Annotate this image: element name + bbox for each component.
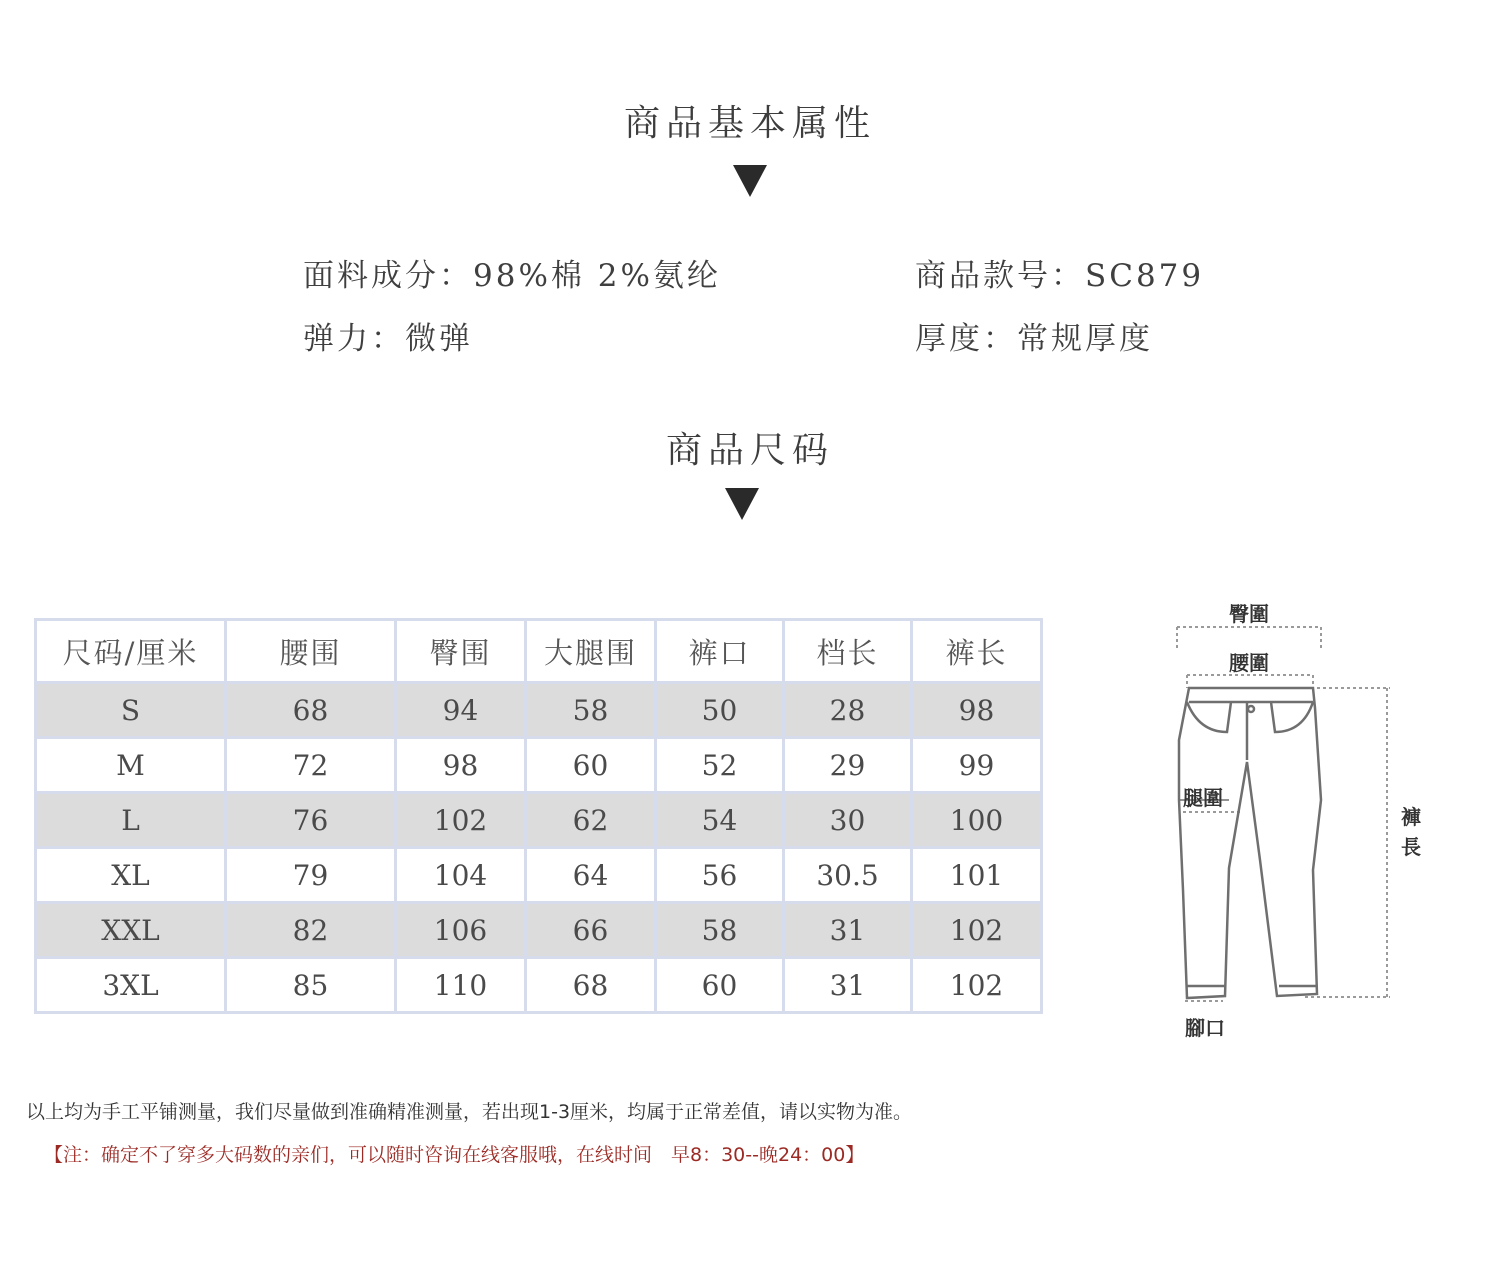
table-cell: 110 <box>396 958 526 1013</box>
length-label: 褲長 <box>1401 805 1421 859</box>
header-waist: 腰围 <box>226 620 396 683</box>
table-cell: 76 <box>226 793 396 848</box>
table-cell: 30.5 <box>784 848 912 903</box>
table-cell: 3XL <box>36 958 226 1013</box>
table-cell: 58 <box>656 903 784 958</box>
table-cell: 94 <box>396 683 526 738</box>
thickness-attribute: 厚度：常规厚度 <box>915 321 1153 357</box>
table-cell: 106 <box>396 903 526 958</box>
header-rise: 档长 <box>784 620 912 683</box>
attributes-title: 商品基本属性 <box>623 103 876 144</box>
table-row <box>36 903 1042 958</box>
header-hip: 臀围 <box>396 620 526 683</box>
table-cell: 79 <box>226 848 396 903</box>
table-cell: 72 <box>226 738 396 793</box>
table-cell: M <box>36 738 226 793</box>
table-header-row <box>36 620 1042 683</box>
size-table <box>34 618 1043 1014</box>
header-thigh: 大腿围 <box>526 620 656 683</box>
table-cell: 62 <box>526 793 656 848</box>
hip-label: 臀圍 <box>1229 602 1269 626</box>
table-cell: 52 <box>656 738 784 793</box>
table-row <box>36 958 1042 1013</box>
table-cell: 31 <box>784 903 912 958</box>
down-arrow-icon <box>725 488 759 520</box>
table-cell: XXL <box>36 903 226 958</box>
table-cell: 82 <box>226 903 396 958</box>
pants-measurement-diagram <box>1165 590 1455 1050</box>
table-cell: 101 <box>912 848 1042 903</box>
header-hem: 裤口 <box>656 620 784 683</box>
thigh-label: 腿圍 <box>1183 786 1223 810</box>
table-cell: 99 <box>912 738 1042 793</box>
table-cell: 60 <box>526 738 656 793</box>
waist-label: 腰圍 <box>1229 651 1269 675</box>
contact-note: 【注：确定不了穿多大码数的亲们，可以随时咨询在线客服哦，在线时间 早8：30--晚24：00】 <box>44 1144 865 1166</box>
table-cell: S <box>36 683 226 738</box>
table-cell: 56 <box>656 848 784 903</box>
table-cell: 31 <box>784 958 912 1013</box>
table-cell: 30 <box>784 793 912 848</box>
table-cell: 98 <box>396 738 526 793</box>
table-cell: L <box>36 793 226 848</box>
table-row <box>36 683 1042 738</box>
table-row <box>36 848 1042 903</box>
table-cell: 102 <box>912 958 1042 1013</box>
table-cell: 68 <box>526 958 656 1013</box>
table-cell: 68 <box>226 683 396 738</box>
table-cell: 54 <box>656 793 784 848</box>
table-row <box>36 793 1042 848</box>
table-cell: 66 <box>526 903 656 958</box>
hem-label: 腳口 <box>1185 1016 1225 1040</box>
measurement-note: 以上均为手工平铺测量，我们尽量做到准确精准测量，若出现1-3厘米，均属于正常差值，请以实物为准。 <box>26 1101 913 1123</box>
table-cell: 28 <box>784 683 912 738</box>
table-cell: 98 <box>912 683 1042 738</box>
table-cell: 102 <box>912 903 1042 958</box>
size-title: 商品尺码 <box>665 430 834 471</box>
header-length: 裤长 <box>912 620 1042 683</box>
header-size: 尺码/厘米 <box>36 620 226 683</box>
fabric-attribute: 面料成分：98%棉 2%氨纶 <box>303 258 721 294</box>
elasticity-attribute: 弹力：微弹 <box>303 321 473 357</box>
table-row <box>36 738 1042 793</box>
table-cell: 100 <box>912 793 1042 848</box>
table-cell: 60 <box>656 958 784 1013</box>
table-cell: 58 <box>526 683 656 738</box>
table-cell: 102 <box>396 793 526 848</box>
table-cell: XL <box>36 848 226 903</box>
table-cell: 85 <box>226 958 396 1013</box>
table-cell: 104 <box>396 848 526 903</box>
table-cell: 50 <box>656 683 784 738</box>
table-cell: 29 <box>784 738 912 793</box>
style-number-attribute: 商品款号：SC879 <box>915 258 1205 294</box>
table-cell: 64 <box>526 848 656 903</box>
down-arrow-icon <box>733 165 767 197</box>
